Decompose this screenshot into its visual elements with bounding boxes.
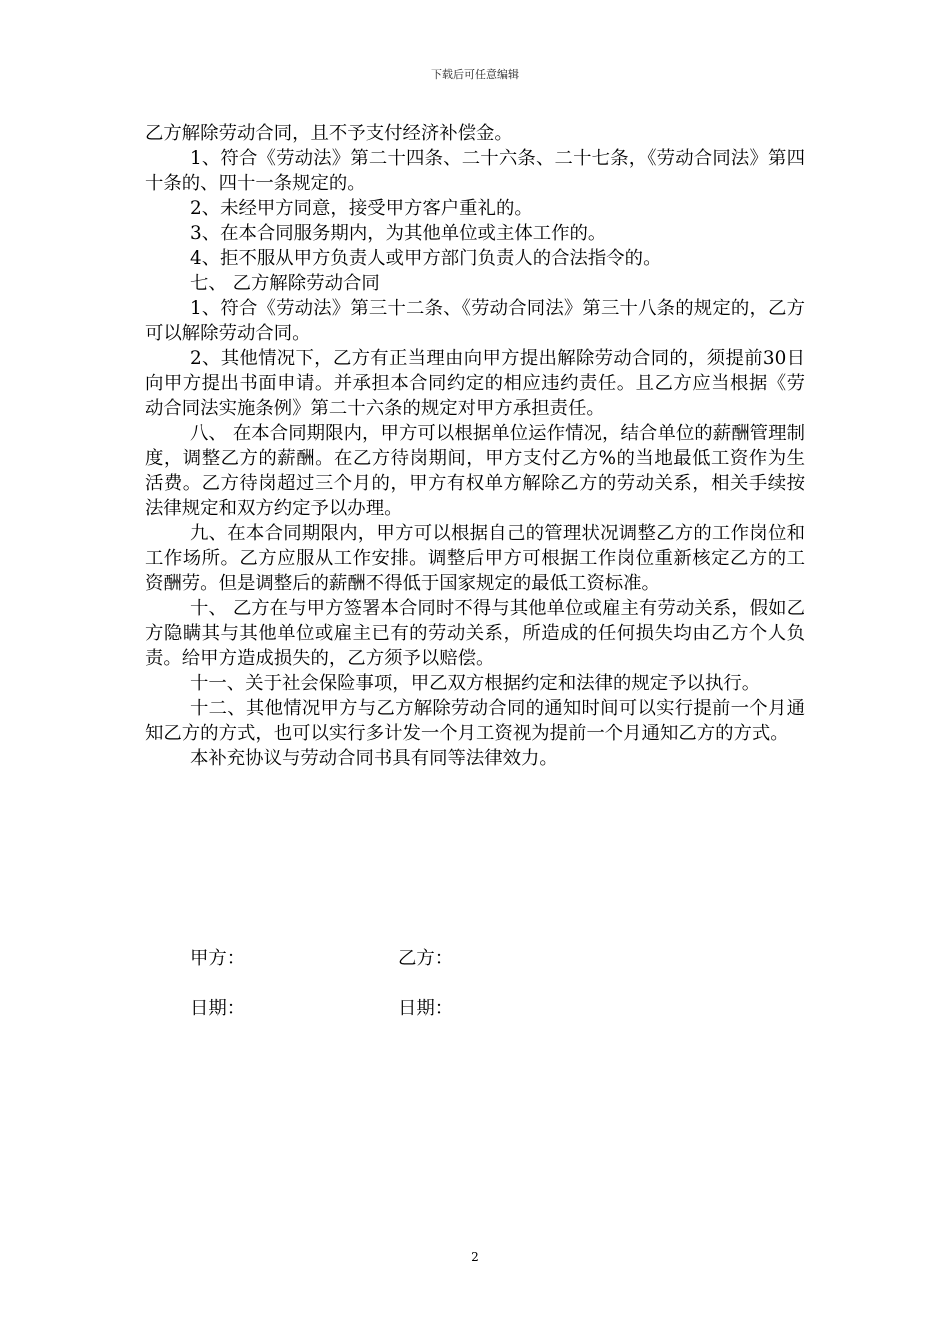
document-body (145, 121, 805, 771)
section-heading: 七、 乙方解除劳动合同 (190, 273, 380, 294)
paragraph: 1、符合《劳动法》第二十四条、二十六条、二十七条，《劳动合同法》第四十条的、四十一条规定的。 (145, 148, 805, 194)
paragraph: 1、符合《劳动法》第三十二条、《劳动合同法》第三十八条的规定的，乙方可以解除劳动合同。 (145, 298, 805, 344)
signature-row-dates (190, 996, 453, 1021)
page-number: 2 (471, 1250, 479, 1264)
date-b-label: 日期： (398, 998, 454, 1019)
paragraph: 九、在本合同期限内，甲方可以根据自己的管理状况调整乙方的工作岗位和工作场所。乙方应服从工作安排。调整后甲方可根据工作岗位重新核定乙方的工资酬劳。但是调整后的薪酬不得低于国家规定的最低工资标准。 (145, 523, 805, 594)
paragraph: 十、 乙方在与甲方签署本合同时不得与其他单位或雇主有劳动关系，假如乙方隐瞒其与其他单位或雇主已有的劳动关系，所造成的任何损失均由乙方个人负责。给甲方造成损失的，乙方须予以赔偿。 (145, 598, 805, 669)
paragraph: 4、拒不服从甲方负责人或甲方部门负责人的合法指令的。 (190, 248, 662, 269)
signature-row-parties (190, 946, 453, 971)
paragraph: 2、其他情况下，乙方有正当理由向甲方提出解除劳动合同的，须提前30日向甲方提出书面申请。并承担本合同约定的相应违约责任。且乙方应当根据《劳动合同法实施条例》第二十六条的规定对甲方承担责任。 (145, 348, 805, 419)
party-a-label: 甲方： (190, 948, 246, 969)
paragraph: 十一、关于社会保险事项，甲乙双方根据约定和法律的规定予以执行。 (190, 673, 761, 694)
page-header: 下载后可任意编辑 (431, 68, 519, 81)
paragraph: 本补充协议与劳动合同书具有同等法律效力。 (190, 748, 558, 769)
paragraph: 3、在本合同服务期内，为其他单位或主体工作的。 (190, 223, 607, 244)
paragraph: 八、 在本合同期限内，甲方可以根据单位运作情况，结合单位的薪酬管理制度，调整乙方的薪酬。在乙方待岗期间，甲方支付乙方%的当地最低工资作为生活费。乙方待岗超过三个月的，甲方有权单方解除乙方的劳动关系，相关手续按法律规定和双方约定予以办理。 (145, 423, 805, 519)
paragraph: 2、未经甲方同意，接受甲方客户重礼的。 (190, 198, 533, 219)
party-b-label: 乙方： (398, 948, 454, 969)
date-a-label: 日期： (190, 998, 246, 1019)
paragraph: 乙方解除劳动合同，且不予支付经济补偿金。 (145, 123, 513, 144)
paragraph: 十二、其他情况甲方与乙方解除劳动合同的通知时间可以实行提前一个月通知乙方的方式，也可以实行多计发一个月工资视为提前一个月通知乙方的方式。 (145, 698, 805, 744)
